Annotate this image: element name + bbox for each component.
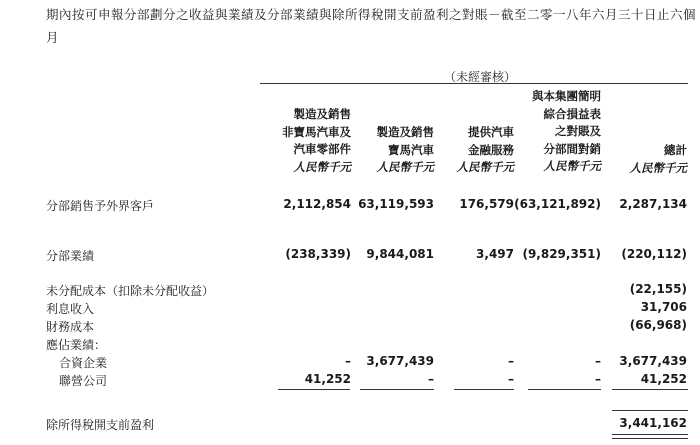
rule-associates-reconciliation [528, 389, 601, 390]
cell-interest-income-total: 31,706 [640, 300, 687, 314]
cell-associates-reconciliation: – [595, 372, 601, 386]
column-unit: 人民幣千元 [293, 159, 351, 174]
cell-finance-costs-total: (66,968) [629, 318, 687, 332]
row-label-external-sales: 分部銷售予外界客戶 [46, 199, 155, 213]
cell-external-sales-bmw: 63,119,593 [358, 197, 434, 211]
cell-external-sales-total: 2,287,134 [619, 197, 687, 211]
cell-joint-ventures-total: 3,677,439 [619, 354, 687, 368]
cell-profit-before-tax-total: 3,441,162 [619, 416, 687, 430]
column-header-line: 汽車零部件 [293, 142, 351, 156]
cell-external-sales-finance: 176,579 [459, 197, 514, 211]
rule-associates-bmw [360, 389, 434, 390]
column-header-line: 金融服務 [468, 142, 514, 157]
column-header-line: 寶馬汽車 [388, 142, 434, 157]
rule-above-profit-total [612, 410, 688, 411]
column-header-line: 之對賬及 [555, 124, 601, 138]
header-rule [260, 83, 688, 84]
cell-associates-total: 41,252 [640, 372, 687, 386]
cell-associates-bmw: – [428, 372, 434, 386]
cell-segment-results-bmw: 9,844,081 [366, 247, 434, 261]
unaudited-label: （未經審核） [443, 70, 516, 84]
column-header-line: 綜合損益表 [543, 106, 601, 121]
column-header-line: 與本集團簡明 [532, 89, 601, 103]
row-label-finance-costs: 財務成本 [46, 320, 95, 334]
row-label-interest-income: 利息收入 [46, 302, 95, 316]
cell-external-sales-reconciliation: (63,121,892) [514, 197, 601, 211]
cell-joint-ventures-non-bmw: – [345, 354, 351, 368]
cell-unallocated-costs-total: (22,155) [629, 282, 687, 296]
row-label-profit-before-tax: 除所得稅開支前盈利 [46, 418, 155, 432]
report-title-line-1: 期內按可申報分部劃分之收益與業績及分部業績與除所得稅開支前盈利之對賬－截至二零一八年六月三十日止六個 [46, 7, 697, 22]
cell-external-sales-non-bmw: 2,112,854 [283, 197, 351, 211]
cell-segment-results-non-bmw: (238,339) [285, 247, 351, 261]
column-unit: 人民幣千元 [376, 160, 434, 174]
column-header-bmw [377, 124, 435, 177]
cell-segment-results-finance: 3,497 [476, 247, 514, 261]
column-unit: 人民幣千元 [456, 160, 514, 174]
cell-segment-results-reconciliation: (9,829,351) [522, 247, 601, 261]
column-header-finance [457, 124, 515, 177]
column-header-total [630, 142, 688, 177]
row-label-associates: 聯營公司 [59, 374, 108, 388]
report-title-line-2: 月 [46, 30, 60, 45]
cell-joint-ventures-bmw: 3,677,439 [366, 354, 434, 368]
double-rule-profit-total [612, 434, 688, 439]
row-label-share-of-results: 應佔業績： [46, 338, 107, 352]
column-header-line: 製造及銷售 [376, 125, 434, 139]
row-label-joint-ventures: 合資企業 [59, 356, 108, 370]
rule-associates-non-bmw [278, 389, 350, 390]
cell-joint-ventures-finance: – [508, 354, 514, 368]
row-label-segment-results: 分部業績 [46, 249, 95, 263]
cell-associates-non-bmw: 41,252 [304, 372, 351, 386]
column-header-line: 製造及銷售 [293, 107, 351, 121]
column-header-line: 提供汽車 [468, 125, 514, 139]
column-header-line: 分部間對銷 [543, 141, 601, 156]
column-header-non-bmw [282, 106, 351, 176]
row-label-unallocated-costs: 未分配成本（扣除未分配收益） [46, 284, 215, 298]
column-header-line: 總計 [664, 143, 687, 157]
column-header-line: 非寶馬汽車及 [282, 124, 351, 139]
rule-associates-total [612, 389, 688, 390]
cell-segment-results-total: (220,112) [621, 247, 687, 261]
cell-joint-ventures-reconciliation: – [595, 354, 601, 368]
cell-associates-finance: – [508, 372, 514, 386]
column-header-reconciliation [532, 88, 601, 176]
column-unit: 人民幣千元 [543, 159, 601, 173]
column-unit: 人民幣千元 [629, 160, 687, 175]
rule-associates-finance [454, 389, 514, 390]
